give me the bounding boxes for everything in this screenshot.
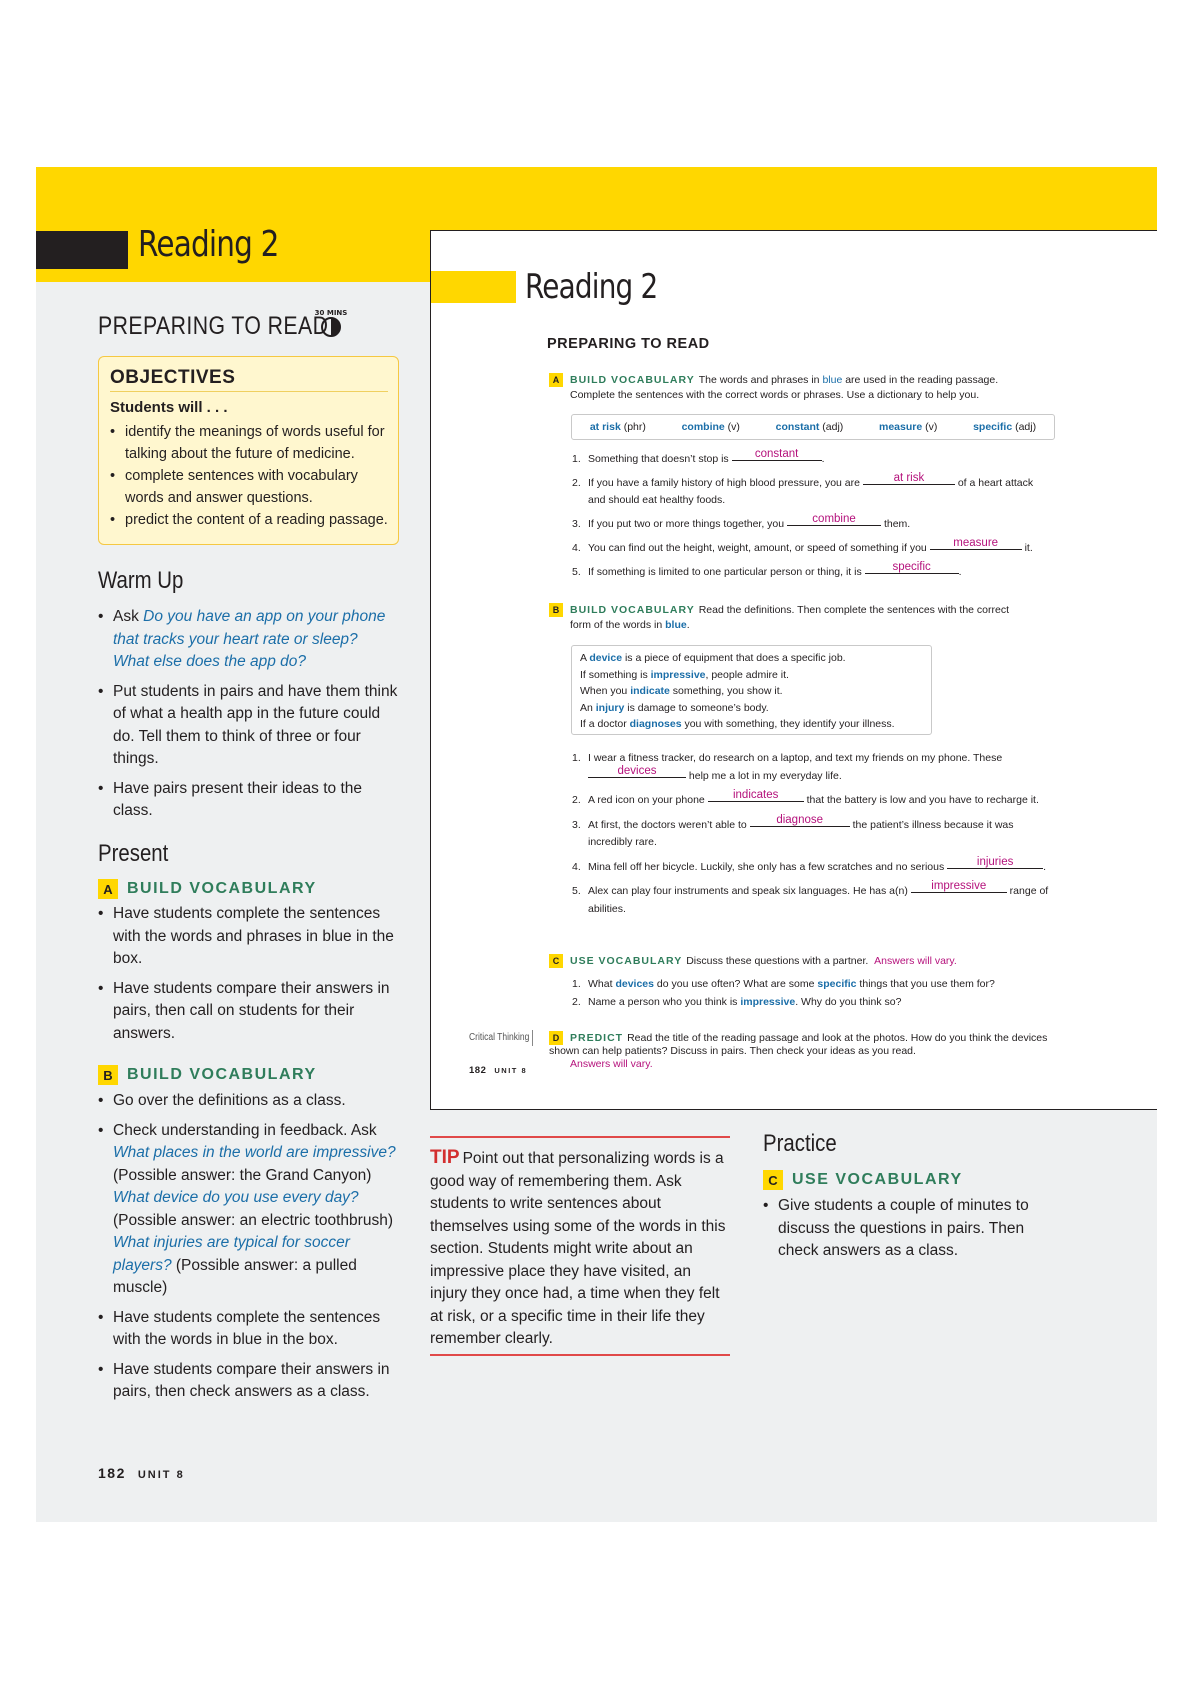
answer-blank: impressive [911, 880, 1007, 893]
activity-label: BUILD VOCABULARY [127, 880, 317, 897]
activity-a-list [98, 903, 398, 1052]
answer-blank: at risk [863, 472, 955, 485]
timer-icon [310, 303, 352, 345]
activity-label: PREDICT [570, 1032, 624, 1044]
list-item: • Ask Do you have an app on your phone that tracks your heart rate or sleep? What else does the app do? [98, 606, 398, 674]
activity-b-heading [98, 1065, 317, 1085]
activity-letter: A [549, 373, 563, 387]
list-item: 4. You can find out the height, weight, amount, or speed of something if you measure it. [572, 537, 1033, 554]
definition: If something is impressive, people admire it. [580, 668, 789, 681]
divider [532, 1030, 533, 1046]
page-title: Reading 2 [138, 224, 279, 265]
list-item: 1. What devices do you use often? What are some specific things that you use them for? [572, 978, 995, 990]
definition: An injury is damage to someone’s body. [580, 701, 769, 714]
list-item: 4. Mina fell off her bicycle. Luckily, she only has a few scratches and no serious injuries . [572, 855, 1047, 873]
answer-note: Answers will vary. [570, 1057, 653, 1070]
activity-label: USE VOCABULARY [570, 955, 683, 967]
answer-blank: constant [732, 448, 822, 461]
answer-note: Answers will vary. [874, 955, 957, 967]
list-item: • Check understanding in feedback. Ask What places in the world are impressive? (Possible answer: the Grand Canyon) What device do you use every day? (Possible answer: an electric toothbrush) What injuries are typical for soccer players? (Possible answer: a pulled muscle) [98, 1120, 400, 1300]
list-item: 5. Alex can play four instruments and speak six languages. He has a(n) impressive range of abilities. [572, 880, 1049, 915]
definition: A device is a piece of equipment that does a specific job. [580, 652, 846, 664]
book-activity-d: D PREDICT Read the title of the reading passage and look at the photos. How do you think the devices shown can help patients? Discuss in pairs. Then check your ideas as you read. Answers will vary. [549, 1032, 1048, 1070]
answer-blank: injuries [947, 856, 1043, 869]
list-item: 5. If something is limited to one particular person or thing, it is specific . [572, 561, 962, 578]
activity-label: BUILD VOCABULARY [127, 1066, 317, 1083]
answer-blank: indicates [708, 789, 804, 802]
book-activity-c: C USE VOCABULARY Discuss these questions with a partner. Answers will vary. [549, 954, 1049, 969]
book-prep-heading: PREPARING TO READ [547, 336, 710, 352]
answer-blank: devices [588, 765, 686, 778]
list-item: • Go over the definitions as a class. [98, 1090, 400, 1113]
activity-label: BUILD VOCABULARY [570, 604, 695, 616]
left-title-marker [36, 231, 128, 269]
book-title-marker [431, 271, 516, 303]
book-title: Reading 2 [525, 267, 658, 307]
page-number: 182 [98, 1465, 126, 1481]
list-item: • Have pairs present their ideas to the class. [98, 778, 398, 823]
objectives-intro: Students will . . . [110, 399, 228, 416]
activity-label: USE VOCABULARY [792, 1171, 963, 1188]
objective-item: • identify the meanings of words useful for talking about the future of medicine. [110, 421, 388, 465]
activity-c-items [572, 976, 1052, 1018]
definitions-box [571, 645, 932, 735]
word-item: specific (adj) [973, 421, 1037, 433]
activity-letter: C [549, 954, 563, 968]
answer-blank: combine [787, 513, 881, 526]
top-yellow-band [36, 167, 1157, 230]
activity-a-heading [98, 879, 317, 899]
word-item: combine (v) [681, 421, 740, 433]
activity-letter: B [549, 603, 563, 617]
list-item: • Have students compare their answers in pairs, then call on students for their answers. [98, 978, 398, 1046]
word-item: measure (v) [879, 421, 938, 433]
list-item: 3. If you put two or more things together, you combine them. [572, 513, 911, 530]
list-item: 2. If you have a family history of high blood pressure, you are at risk of a heart attack and should eat healthy foods. [572, 472, 1034, 506]
warm-up-heading: Warm Up [98, 567, 184, 594]
definition: If a doctor diagnoses you with something, they identify your illness. [580, 718, 895, 730]
critical-thinking-label: Critical Thinking [469, 1032, 530, 1043]
list-item: 1. I wear a fitness tracker, do research on a laptop, and text my friends on my phone. These devices help me a lot in my everyday life. [572, 752, 1003, 782]
warm-up-question: Do you have an app on your phone that tracks your heart rate or sleep? What else does the app do? [113, 608, 386, 670]
objective-item: • predict the content of a reading passage. [110, 509, 388, 531]
list-item: 2. Name a person who you think is impressive. Why do you think so? [572, 996, 902, 1008]
activity-letter: D [549, 1031, 563, 1045]
answer-blank: measure [930, 537, 1022, 550]
activity-letter: C [763, 1170, 783, 1190]
answer-blank: specific [865, 561, 959, 574]
list-item: 1. Something that doesn’t stop is constant . [572, 448, 825, 465]
present-heading: Present [98, 840, 169, 867]
objective-item: • complete sentences with vocabulary words and answer questions. [110, 465, 388, 509]
student-book-page [430, 230, 1157, 1110]
warm-up-list [98, 606, 398, 830]
definition: When you indicate something, you show it. [580, 685, 783, 697]
list-item: 2. A red icon on your phone indicates that the battery is low and you have to recharge it. [572, 789, 1039, 806]
list-item: • Have students compare their answers in pairs, then check answers as a class. [98, 1359, 400, 1404]
page-footer [98, 1465, 185, 1481]
unit-label: UNIT 8 [137, 1469, 185, 1481]
list-item: • Have students complete the sentences with the words and phrases in blue in the box. [98, 903, 398, 971]
objectives-list [110, 421, 388, 531]
activity-b-list [98, 1090, 400, 1411]
practice-heading: Practice [763, 1130, 837, 1157]
word-item: at risk (phr) [589, 421, 646, 433]
list-item: • Have students complete the sentences with the words in blue in the box. [98, 1307, 400, 1352]
answer-blank: diagnose [750, 814, 850, 827]
practice-activity-heading [763, 1170, 963, 1190]
tip-box [430, 1136, 730, 1356]
word-box [571, 414, 1055, 440]
book-activity-a: A BUILD VOCABULARY The words and phrases in blue are used in the reading passage. Complete the sentences with the correct words or phrases. Use a dictionary to help you. [549, 373, 1049, 402]
activity-label: BUILD VOCABULARY [570, 374, 695, 386]
activity-b-items [572, 750, 1052, 925]
objectives-box [98, 356, 399, 545]
page-number: 182 [469, 1065, 487, 1076]
list-item: • Give students a couple of minutes to discuss the questions in pairs. Then check answers as a class. [763, 1195, 1063, 1263]
activity-letter: B [98, 1065, 118, 1085]
unit-label: UNIT 8 [494, 1066, 528, 1075]
word-item: constant (adj) [775, 421, 844, 433]
list-item: • Put students in pairs and have them think of what a health app in the future could do. Tell them to think of three or four things. [98, 681, 398, 771]
timer-label: 30 MINS [314, 309, 348, 317]
preparing-to-read-heading: PREPARING TO READ [98, 312, 329, 340]
activity-letter: A [98, 879, 118, 899]
tip-label: TIP [430, 1147, 460, 1168]
practice-list [763, 1195, 1063, 1270]
tip-text: Point out that personalizing words is a good way of remembering them. Ask students to write sentences about themselves using some of the words in this section. Students might write about an impressive place they have visited, an injury they once had, a time when they felt at risk, or a specific time in their life they remember clearly. [430, 1150, 726, 1347]
objectives-title: OBJECTIVES [110, 367, 388, 392]
activity-a-items [572, 448, 1052, 588]
book-footer [469, 1065, 527, 1076]
list-item: 3. At first, the doctors weren’t able to diagnose the patient’s illness because it was incredibly rare. [572, 813, 1014, 848]
book-activity-b: B BUILD VOCABULARY Read the definitions. Then complete the sentences with the correct form of the words in blue. [549, 603, 1049, 632]
